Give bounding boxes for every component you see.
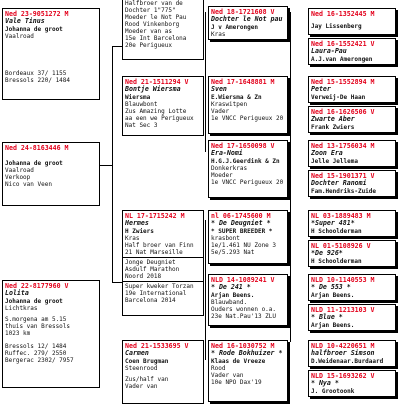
info-line: Moeder van as (125, 28, 172, 35)
pedigree-card-dam[interactable] (2, 280, 100, 388)
connector-line (112, 46, 113, 282)
ring-number: Ned 18-1721608 V (211, 8, 275, 16)
owner-name: Arjan Beens. (211, 291, 255, 299)
pigeon-name: * Blue * (311, 313, 343, 321)
owner-name: Fam.Hendriks-Zuide (311, 187, 377, 195)
result-line: Ruffec. 279/ 2550 (5, 349, 67, 357)
info-line: 23e Nat.Pau'13 ZLU (211, 312, 277, 320)
ring-number: NLD 14-1089241 V (211, 276, 275, 284)
pedigree-card-col4-2[interactable] (308, 38, 396, 65)
pedigree-card-col4-11[interactable] (308, 340, 396, 367)
info-line: Dochter 1"775" (125, 7, 176, 14)
ring-number: Ned 16-1626506 V (311, 108, 375, 116)
color-text: Steenrood (125, 364, 158, 372)
info-line: Zus/half van (125, 375, 169, 383)
info-line: 1e VNCC Perigueux 20 (211, 114, 284, 122)
ring-number: NLD 10-1140553 M (311, 276, 375, 284)
color-text: Blauwbont (125, 100, 158, 108)
pedigree-card-col4-8[interactable] (308, 240, 396, 267)
pedigree-card-col4-12[interactable] (308, 370, 396, 397)
ring-number: Ned 13-1756034 M (311, 142, 375, 150)
pedigree-card-col4-7[interactable] (308, 210, 396, 237)
color-text: Vaalroad (5, 167, 34, 174)
info-line: Asdulf Marathon (125, 265, 180, 273)
ring-number: NLD 15-1693262 V (311, 372, 375, 380)
color-text: Donkerkras (211, 164, 248, 172)
ring-number: Ned 23-9051272 M (5, 10, 69, 18)
info-line: Halfbroer van de (125, 0, 183, 7)
pigeon-name: Bontje Wiersma (125, 85, 181, 93)
connector-line (100, 165, 113, 166)
color-text: Lichtkras (5, 304, 38, 312)
ring-number: NLD 11-1213103 V (311, 306, 375, 314)
info-line: 20e Perigueux (125, 42, 172, 49)
owner-name: * SUPER BREEDER * (211, 227, 273, 235)
info-line: Ouders wonnen o.a. (211, 305, 277, 313)
ring-number: Ned 24-8163446 M (5, 144, 69, 152)
ring-number: Ned 15-1552894 M (311, 78, 375, 86)
color-text: Blauwband. (211, 298, 248, 306)
info-line: 5e/5.293 Nat (211, 248, 255, 256)
ring-number: Ned 22-8177960 V (5, 282, 69, 290)
owner-name: J. Grootoonk (311, 387, 355, 395)
pedigree-card-col4-4[interactable] (308, 106, 396, 133)
ring-number: nl 06-1745600 M (211, 212, 271, 220)
owner-name: H Schoolderman (311, 227, 362, 235)
pedigree-card-col3-6[interactable] (208, 340, 288, 402)
pedigree-card-grandsire-notes[interactable] (122, 0, 204, 60)
info-line: Rood Vinkenborg (125, 21, 180, 28)
info-line: 1023 km (5, 329, 31, 337)
owner-name: E.Wiersma & Zn (211, 93, 262, 101)
pedigree-card-col4-3[interactable] (308, 76, 396, 103)
info-line: 10e NPO Dax'19 (211, 378, 262, 386)
owner-name: Klaas de Vreeze (211, 357, 266, 365)
pedigree-card-col3-2[interactable] (208, 76, 288, 134)
info-line: Half broer van Finn (125, 241, 194, 249)
connector-line (205, 12, 206, 152)
pigeon-name: Lolita (5, 289, 29, 297)
color-text: Vaalroad (5, 32, 34, 40)
owner-name: Frank Zwiers (311, 123, 355, 131)
result-line: Bergerac 2302/ 7957 (5, 356, 74, 364)
pigeon-name: Carmen (125, 349, 149, 357)
pedigree-card-granddam-sire-side[interactable] (122, 76, 204, 136)
info-line: Zus Amazing Lotte (125, 107, 187, 115)
pedigree-card-col4-5[interactable] (308, 140, 396, 167)
pedigree-card-col4-9[interactable] (308, 274, 396, 301)
pigeon-name: Era-Nomi (211, 149, 243, 157)
connector-line (290, 12, 291, 342)
pigeon-name: * De 553 * (311, 283, 351, 291)
pigeon-name: * Rode Bokhuizer * (211, 349, 283, 357)
info-line: Vader van (125, 382, 158, 390)
ring-number: NL 03-1889483 M (311, 212, 371, 220)
info-line: 19e International (125, 289, 187, 297)
info-line: Noord 2018 (125, 272, 162, 280)
pigeon-name: Dochter Ranomi (311, 179, 367, 187)
info-line: Nat Sec 3 (125, 121, 158, 129)
owner-name: Johanna de groot (5, 25, 63, 33)
pigeon-name: Dochter le Not pau (211, 15, 283, 23)
ring-number: Ned 16-1552421 V (311, 40, 375, 48)
info-line: aa een we Perigueux (125, 114, 194, 122)
info-line: Moeder le Not Pau (125, 14, 187, 21)
connector-line (112, 46, 122, 47)
pedigree-card-col4-1[interactable] (308, 8, 396, 35)
info-line: Verkoop (5, 174, 31, 181)
connector-line (112, 282, 122, 283)
owner-name: A.J.van Amerongen (311, 55, 373, 63)
info-line: 1e VNCC Perigueux 20 (211, 178, 284, 186)
ring-number: NL 17-1715242 M (125, 212, 185, 220)
color-text: Rood (211, 364, 226, 372)
owner-name: Wiersma (125, 93, 151, 101)
info-line: Super kweker Torzan (125, 282, 194, 290)
pedigree-card-sire[interactable] (2, 8, 100, 100)
pigeon-name: halfbroer Simson (311, 349, 375, 357)
owner-name: H.G.J.Geerdink & Zn (211, 157, 280, 165)
info-line: Nico van Veen (5, 181, 52, 188)
pigeon-name: Laura-Pau (311, 47, 347, 55)
pedigree-card-grandsire-dam-side[interactable] (122, 210, 204, 316)
color-text: krasbont (211, 234, 240, 242)
info-line: S.morgena am 5.15 (5, 315, 67, 323)
connector-line (205, 220, 206, 360)
pedigree-card-col4-6[interactable] (308, 170, 396, 197)
owner-name: Arjan Beens. (311, 291, 355, 299)
owner-name: Jelle Jellema (311, 157, 358, 165)
pedigree-card-col3-1[interactable] (208, 6, 288, 40)
info-line: 1e/1.461 NU Zone 3 (211, 241, 277, 249)
divider (123, 281, 203, 282)
info-line: thuis van Bressols (5, 322, 71, 330)
info-line: Vader (211, 107, 230, 115)
result-line: Bordeaux 37/ 1155 (5, 69, 67, 77)
color-text: Kras (211, 30, 226, 38)
owner-name: Coen Brugman (125, 357, 169, 365)
info-line: 15e Int Barcelona (125, 35, 187, 42)
owner-name: H Schoolderman (311, 257, 362, 265)
pedigree-card-col3-5[interactable] (208, 274, 288, 326)
pedigree-card-col4-10[interactable] (308, 304, 396, 331)
ring-number: Ned 16-1352445 M (311, 10, 375, 18)
ring-number: NLD 10-4220651 M (311, 342, 375, 350)
ring-number: Ned 16-1030752 M (211, 342, 275, 350)
owner-name: Verweij-De Haan (311, 93, 366, 101)
result-line: Bressols 220/ 1484 (5, 76, 71, 84)
pigeon-name: * De 241 * (211, 283, 251, 291)
pigeon-name: *Super 481* (311, 219, 355, 227)
pedigree-card-main[interactable] (2, 142, 100, 206)
pigeon-name: * De Deugniet * (211, 219, 271, 227)
ring-number: Ned 17-1648881 M (211, 78, 275, 86)
pedigree-card-col3-3[interactable] (208, 140, 288, 198)
ring-number: Ned 21-1533695 V (125, 342, 189, 350)
pedigree-card-col3-4[interactable] (208, 210, 288, 264)
ring-number: Ned 15-1901371 V (311, 172, 375, 180)
pigeon-name: Peter (311, 85, 331, 93)
pigeon-name: Vale Tinus (5, 17, 45, 25)
ring-number: Ned 17-1650098 V (211, 142, 275, 150)
owner-name: J v Amerongen (211, 23, 258, 31)
pigeon-name: *De 926* (311, 249, 343, 257)
pigeon-name: Hermes (125, 219, 149, 227)
ring-number: Ned 21-1511294 V (125, 78, 189, 86)
pigeon-name: Zwarte Aber (311, 115, 355, 123)
owner-name: Jay Lissenberg (311, 23, 362, 30)
info-line: Barcelona 2014 (125, 296, 176, 304)
pedigree-card-granddam-dam-side[interactable] (122, 340, 204, 404)
pigeon-name: Zoon Era (311, 149, 343, 157)
color-text: Kras (125, 234, 140, 242)
pigeon-name: * Nya * (311, 379, 339, 387)
color-text: Kraswitpen (211, 100, 248, 108)
pigeon-name: Sven (211, 85, 227, 93)
divider (123, 257, 203, 258)
owner-name: Johanna de groot (5, 160, 63, 167)
owner-name: H Zwiers (125, 227, 154, 235)
info-line: Jonge Deugniet (125, 258, 176, 266)
owner-name: Johanna de groot (5, 297, 63, 305)
info-line: Moeder (211, 171, 233, 179)
owner-name: Arjan Beens. (311, 321, 355, 329)
info-line: Vader van (211, 371, 244, 379)
info-line: 21 Nat Marseille (125, 248, 183, 256)
ring-number: NL 01-5108926 V (311, 242, 371, 250)
owner-name: D.Weidenaar.Burdaard (311, 357, 384, 365)
result-line: Bressols 12/ 1484 (5, 342, 67, 350)
